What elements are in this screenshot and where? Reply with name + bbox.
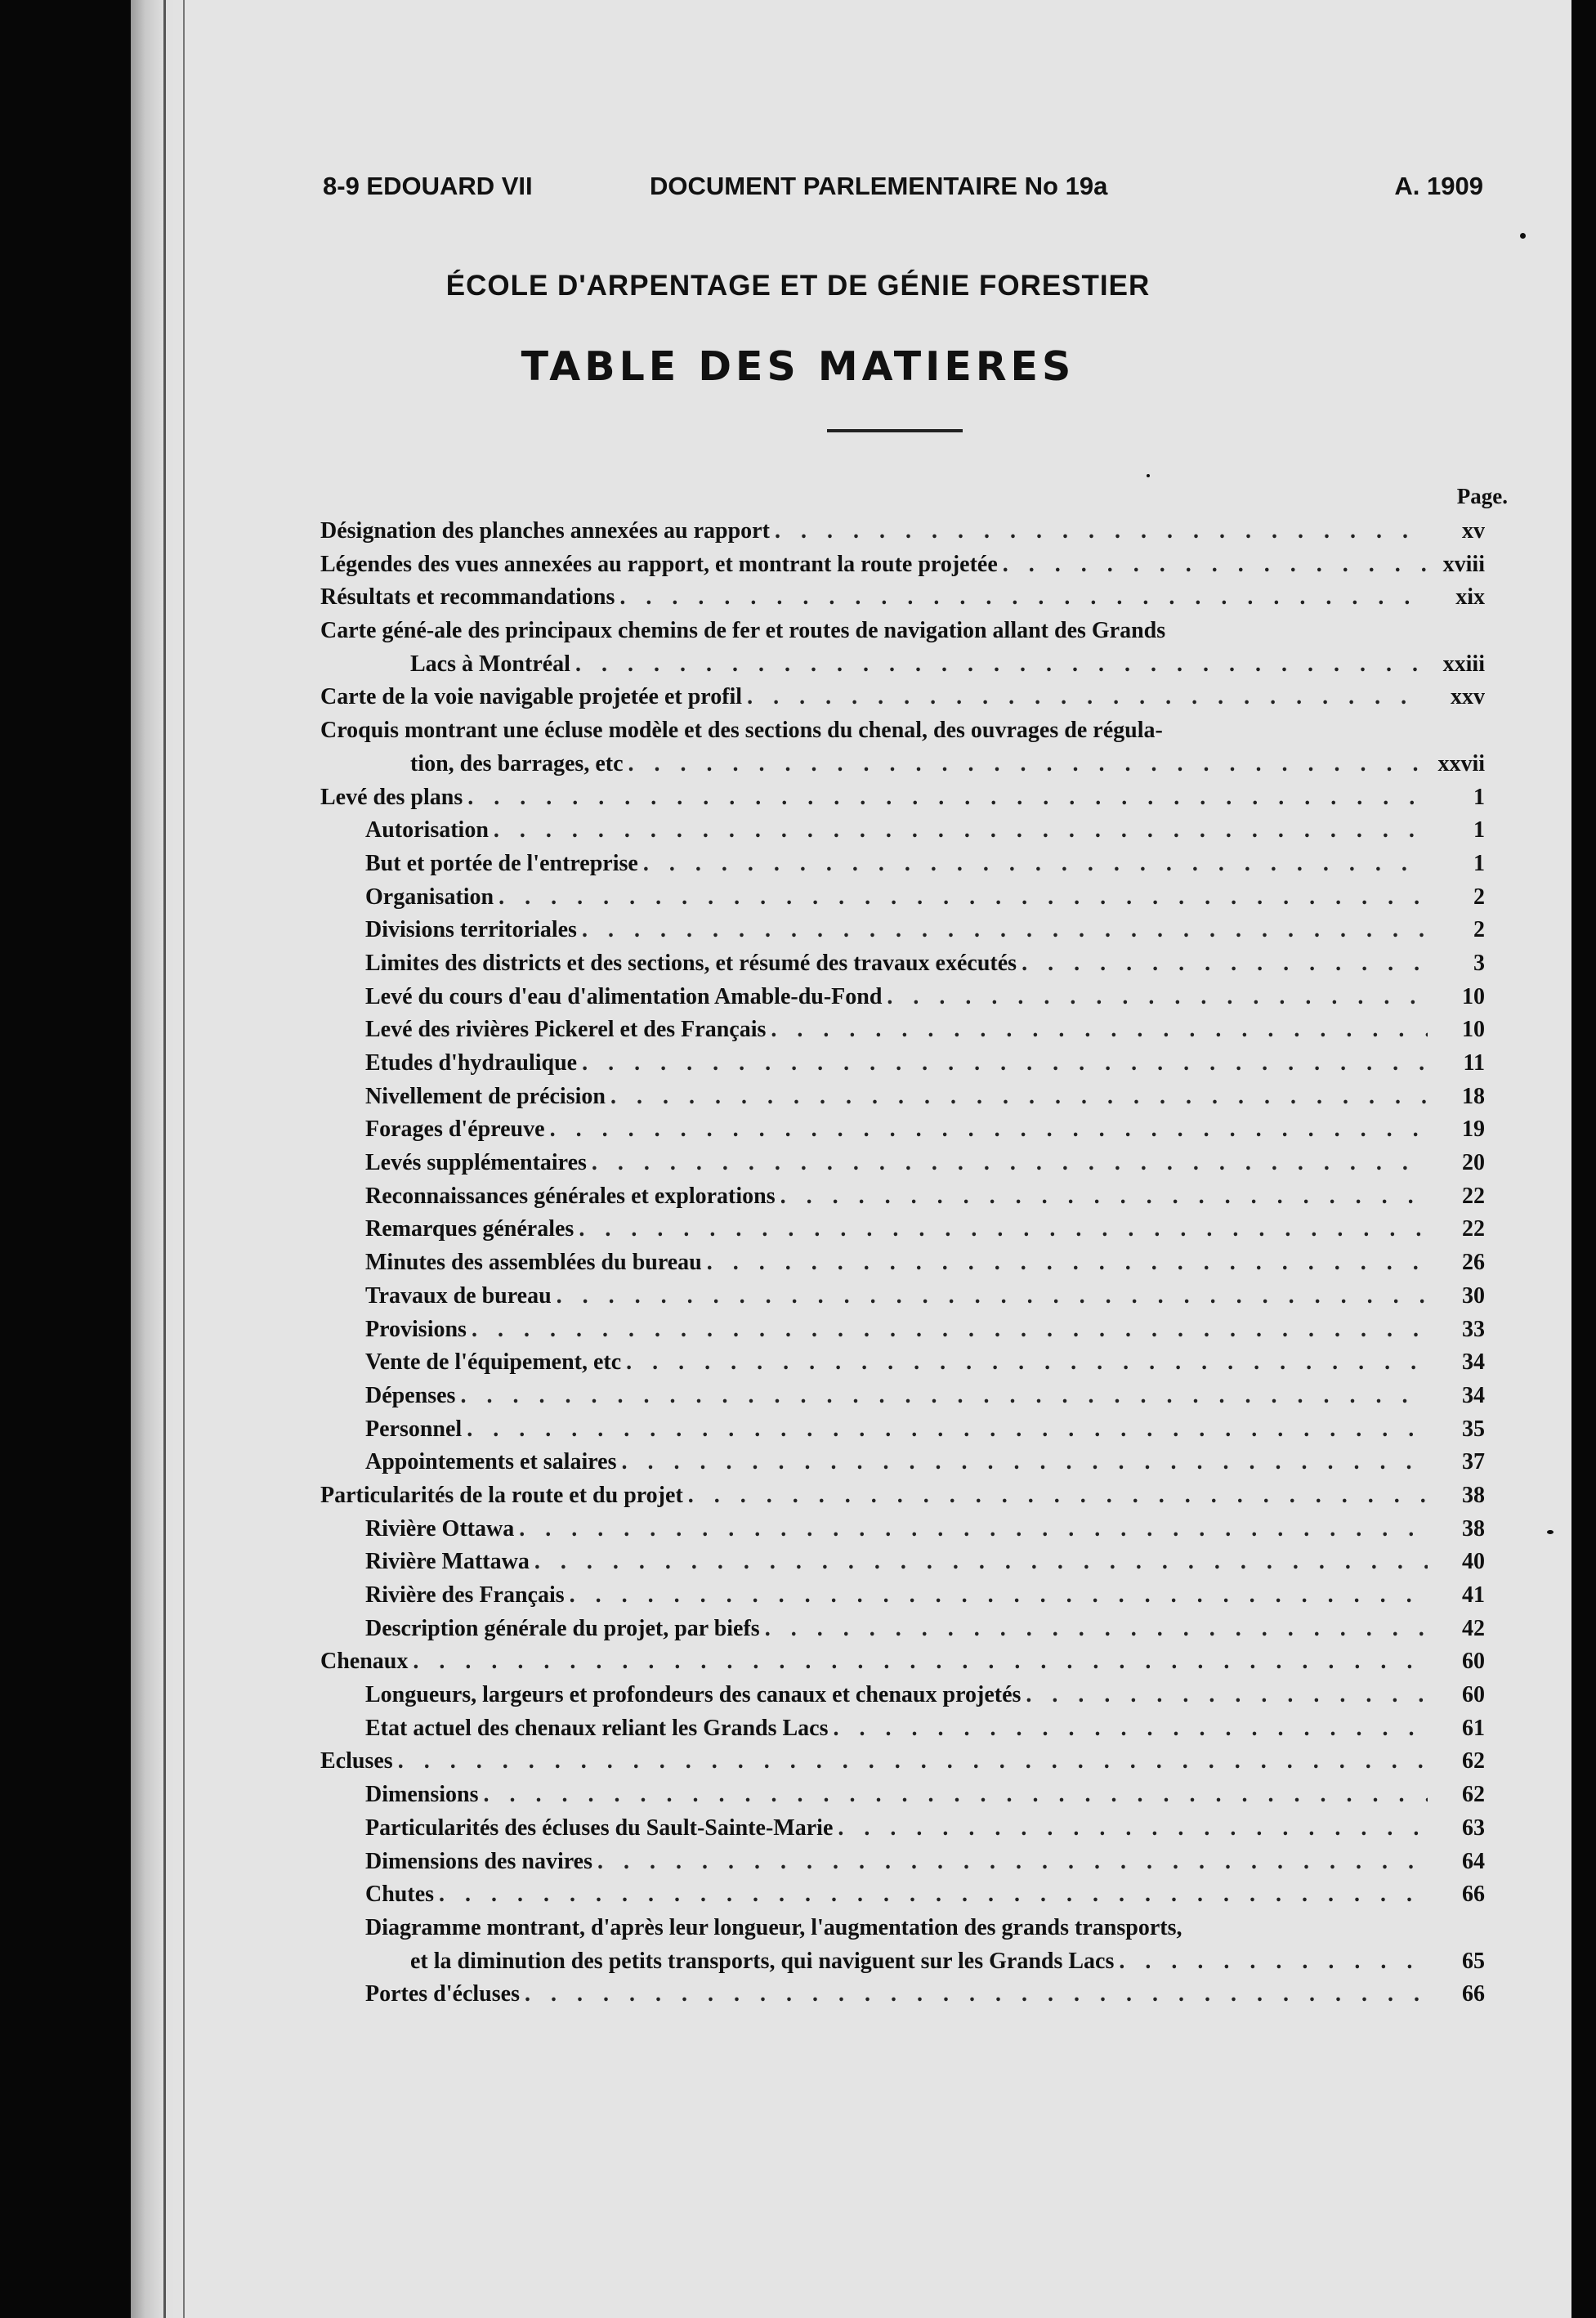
toc-entry: [320, 1479, 1485, 1513]
toc-entry-title: Organisation: [365, 884, 494, 910]
toc-entry: [320, 848, 1485, 881]
toc-entry-title: Autorisation: [365, 817, 489, 844]
dot-leader: [1022, 947, 1428, 981]
toc-entry-title: Etat actuel des chenaux reliant les Grands Lacs: [365, 1715, 829, 1741]
toc-entry-page: 37: [1462, 1449, 1485, 1475]
dot-leader: [557, 1280, 1428, 1313]
toc-entry: [320, 1047, 1485, 1081]
dot-leader: [643, 848, 1428, 881]
toc-entry-title: Reconnaissances générales et explorations: [365, 1183, 776, 1209]
toc-entry: [320, 748, 1485, 781]
toc-entry-title: Rivière des Français: [365, 1582, 565, 1608]
toc-entry: [320, 1846, 1485, 1879]
toc-entry-page: 2: [1473, 917, 1485, 943]
dot-leader: [575, 648, 1428, 682]
toc-entry: [320, 1546, 1485, 1579]
toc-entry: [320, 1613, 1485, 1646]
toc-entry: [320, 1945, 1485, 1979]
dot-leader: [534, 1546, 1428, 1579]
toc-entry: [320, 881, 1485, 915]
toc-entry: [320, 1812, 1485, 1846]
toc-entry-title: Résultats et recommandations: [320, 584, 615, 611]
toc-entry: [320, 1014, 1485, 1047]
toc-entry-title: Travaux de bureau: [365, 1282, 552, 1309]
toc-entry-page: xxv: [1451, 684, 1485, 710]
dot-leader: [467, 781, 1428, 815]
dot-leader: [621, 1446, 1428, 1479]
toc-entry-title: Description générale du projet, par biefs: [365, 1615, 760, 1641]
toc-entry: [320, 648, 1485, 682]
dot-leader: [398, 1745, 1428, 1779]
toc-entry-title: Provisions: [365, 1316, 467, 1342]
dot-leader: [765, 1613, 1428, 1646]
toc-entry: [320, 814, 1485, 848]
dot-leader: [833, 1712, 1428, 1746]
toc-entry-title: Diagramme montrant, d'après leur longueur, l'augmentation des grands transports,: [365, 1914, 1182, 1940]
toc-entry: [320, 1679, 1485, 1712]
dot-leader: [519, 1513, 1428, 1546]
toc-entry-title: Longueurs, largeurs et profondeurs des canaux et chenaux projetés: [365, 1682, 1022, 1708]
toc-entry-page: 20: [1462, 1150, 1485, 1176]
toc-entry-title: Dimensions: [365, 1782, 479, 1808]
toc-entry-page: 10: [1462, 983, 1485, 1009]
toc-entry-page: 66: [1462, 1981, 1485, 2007]
title-rule: [827, 429, 963, 432]
toc-entry-page: 22: [1462, 1183, 1485, 1209]
toc-entry-page: 11: [1463, 1050, 1485, 1076]
toc-entry: [320, 981, 1485, 1014]
toc-entry-title: Lacs à Montréal: [410, 651, 570, 677]
toc-entry-title: Carte géné-ale des principaux chemins de fer et routes de navigation allant des Grands: [320, 618, 1166, 644]
toc-entry-page: 33: [1462, 1316, 1485, 1342]
toc-entry-title: Appointements et salaires: [365, 1449, 617, 1475]
toc-entry: [320, 548, 1485, 582]
dot-leader: [597, 1846, 1428, 1879]
toc-entry-title: Forages d'épreuve: [365, 1116, 545, 1143]
toc-entry-title: But et portée de l'entreprise: [365, 850, 638, 876]
toc-entry-page: 60: [1462, 1682, 1485, 1708]
toc-entry-page: 2: [1473, 884, 1485, 910]
toc-entry: [320, 515, 1485, 548]
toc-entry-page: 38: [1462, 1482, 1485, 1508]
toc-entry: [320, 1779, 1485, 1812]
toc-entry: [320, 714, 1485, 748]
toc-entry: [320, 1645, 1485, 1679]
toc-entry-page: xxvii: [1437, 750, 1485, 776]
toc-entry: [320, 1113, 1485, 1147]
toc-entry-title: Levé des rivières Pickerel et des Français: [365, 1017, 767, 1043]
toc-entry-title: Légendes des vues annexées au rapport, et montrant la route projetée: [320, 551, 998, 577]
toc-entry: [320, 1446, 1485, 1479]
dot-leader: [582, 914, 1428, 947]
toc-entry: [320, 581, 1485, 615]
dot-leader: [707, 1246, 1428, 1280]
dot-leader: [1026, 1679, 1428, 1712]
dot-leader: [439, 1878, 1428, 1912]
toc-entry: [320, 1246, 1485, 1280]
toc-entry-page: 61: [1462, 1715, 1485, 1741]
toc-entry-title: tion, des barrages, etc: [410, 750, 624, 776]
toc-entry: [320, 781, 1485, 815]
toc-entry: [320, 1978, 1485, 2011]
toc-entry: [320, 947, 1485, 981]
header-right: A. 1909: [1394, 172, 1483, 200]
toc-entry-page: 30: [1462, 1282, 1485, 1309]
dot-leader: [483, 1779, 1428, 1812]
dot-leader: [887, 981, 1428, 1014]
toc-entry-title: Croquis montrant une écluse modèle et des sections du chenal, des ouvrages de régula-: [320, 718, 1163, 744]
toc-entry: [320, 1346, 1485, 1380]
toc-entry-page: 34: [1462, 1349, 1485, 1376]
toc-entry-page: xxiii: [1442, 651, 1485, 677]
dot-leader: [619, 581, 1428, 615]
toc-entry: [320, 1213, 1485, 1246]
toc-entry-title: et la diminution des petits transports, qui naviguent sur les Grands Lacs: [410, 1948, 1115, 1974]
toc-entry-page: 18: [1462, 1083, 1485, 1109]
toc-entry-title: Limites des districts et des sections, et résumé des travaux exécutés: [365, 950, 1017, 976]
toc-entry-page: xv: [1462, 518, 1485, 544]
toc-entry-title: Personnel: [365, 1416, 463, 1442]
toc-entry-title: Rivière Ottawa: [365, 1515, 515, 1542]
dot-leader: [472, 1313, 1428, 1347]
toc-entry-title: Dimensions des navires: [365, 1848, 592, 1874]
dot-leader: [1119, 1945, 1428, 1979]
dot-leader: [771, 1014, 1428, 1047]
toc-entry-page: 1: [1473, 817, 1485, 844]
toc-entry-title: Portes d'écluses: [365, 1981, 520, 2007]
running-header: [323, 172, 1483, 204]
toc-entry-page: 26: [1462, 1250, 1485, 1276]
toc-entry-page: xviii: [1442, 551, 1485, 577]
toc-entry: [320, 1280, 1485, 1313]
toc-entry-page: 41: [1462, 1582, 1485, 1608]
dot-leader: [610, 1081, 1428, 1114]
dot-leader: [550, 1113, 1428, 1147]
toc-entry-page: 19: [1462, 1116, 1485, 1143]
dot-leader: [467, 1413, 1428, 1447]
toc-entry-title: Etudes d'hydraulique: [365, 1050, 578, 1076]
toc-entry-title: Nivellement de précision: [365, 1083, 606, 1109]
dot-leader: [626, 1346, 1428, 1380]
toc-entry-page: 42: [1462, 1615, 1485, 1641]
toc-entry: [320, 681, 1485, 714]
toc-entry-title: Chenaux: [320, 1649, 409, 1675]
toc-entry: [320, 615, 1485, 648]
toc-entry: [320, 1579, 1485, 1613]
toc-entry: [320, 1513, 1485, 1546]
toc-entry: [320, 1712, 1485, 1746]
dot-leader: [780, 1180, 1428, 1214]
toc-entry: [320, 1180, 1485, 1214]
toc-entry: [320, 1081, 1485, 1114]
toc-entry-title: Particularités des écluses du Sault-Sainte-Marie: [365, 1815, 834, 1841]
dot-leader: [582, 1047, 1428, 1081]
toc-entry-page: 1: [1473, 784, 1485, 810]
dot-leader: [1003, 548, 1428, 582]
toc-entry-page: 65: [1462, 1948, 1485, 1974]
toc-entry-page: 66: [1462, 1882, 1485, 1908]
toc-entry-page: 3: [1473, 950, 1485, 976]
dot-leader: [579, 1213, 1428, 1246]
toc-entry-title: Particularités de la route et du projet: [320, 1482, 683, 1508]
toc-entry-title: Levé du cours d'eau d'alimentation Amable-du-Fond: [365, 983, 883, 1009]
toc-entry-title: Ecluses: [320, 1748, 393, 1774]
header-center: DOCUMENT PARLEMENTAIRE No 19a: [650, 172, 1108, 200]
toc-entry-page: 64: [1462, 1848, 1485, 1874]
page-column-label: Page.: [1456, 484, 1508, 508]
toc-entry: [320, 1413, 1485, 1447]
speck: [1520, 233, 1526, 239]
dot-leader: [747, 681, 1428, 714]
header-left: 8-9 EDOUARD VII: [323, 172, 533, 200]
toc-entry-page: 35: [1462, 1416, 1485, 1442]
toc-entry-page: 1: [1473, 850, 1485, 876]
toc-entry-title: Désignation des planches annexées au rapport: [320, 518, 770, 544]
table-of-contents: [320, 515, 1485, 2011]
speck: [1547, 1530, 1554, 1534]
toc-entry-title: Carte de la voie navigable projetée et profil: [320, 684, 743, 710]
speck: [1147, 474, 1150, 477]
toc-entry: [320, 1313, 1485, 1347]
toc-entry-title: Vente de l'équipement, etc: [365, 1349, 622, 1376]
dot-leader: [838, 1812, 1428, 1846]
dot-leader: [775, 515, 1428, 548]
dot-leader: [498, 881, 1428, 915]
toc-entry-title: Rivière Mattawa: [365, 1549, 530, 1575]
toc-entry-page: 34: [1462, 1382, 1485, 1408]
toc-entry: [320, 1912, 1485, 1945]
toc-entry-page: 22: [1462, 1216, 1485, 1242]
toc-entry-page: 38: [1462, 1515, 1485, 1542]
toc-entry-title: Dépenses: [365, 1382, 456, 1408]
toc-entry: [320, 1380, 1485, 1413]
toc-entry: [320, 914, 1485, 947]
toc-entry-title: Levés supplémentaires: [365, 1150, 587, 1176]
toc-entry-title: Levé des plans: [320, 784, 463, 810]
dot-leader: [460, 1380, 1428, 1413]
toc-entry-page: 10: [1462, 1017, 1485, 1043]
dot-leader: [628, 748, 1428, 781]
toc-entry-title: Chutes: [365, 1882, 435, 1908]
school-name: ÉCOLE D'ARPENTAGE ET DE GÉNIE FORESTIER: [445, 270, 1151, 302]
toc-entry-page: 62: [1462, 1782, 1485, 1808]
dot-leader: [525, 1978, 1428, 2011]
dot-leader: [494, 814, 1428, 848]
toc-entry: [320, 1878, 1485, 1912]
toc-entry: [320, 1147, 1485, 1180]
toc-entry: [320, 1745, 1485, 1779]
dot-leader: [570, 1579, 1428, 1613]
dot-leader: [592, 1147, 1428, 1180]
dot-leader: [413, 1645, 1428, 1679]
toc-entry-page: 63: [1462, 1815, 1485, 1841]
toc-entry-page: 60: [1462, 1649, 1485, 1675]
dot-leader: [688, 1479, 1428, 1513]
toc-entry-title: Divisions territoriales: [365, 917, 577, 943]
toc-entry-title: Minutes des assemblées du bureau: [365, 1250, 702, 1276]
toc-entry-page: xix: [1455, 584, 1485, 611]
toc-entry-title: Remarques générales: [365, 1216, 574, 1242]
toc-entry-page: 62: [1462, 1748, 1485, 1774]
toc-entry-page: 40: [1462, 1549, 1485, 1575]
page-title: TABLE DES MATIERES: [521, 343, 1075, 390]
